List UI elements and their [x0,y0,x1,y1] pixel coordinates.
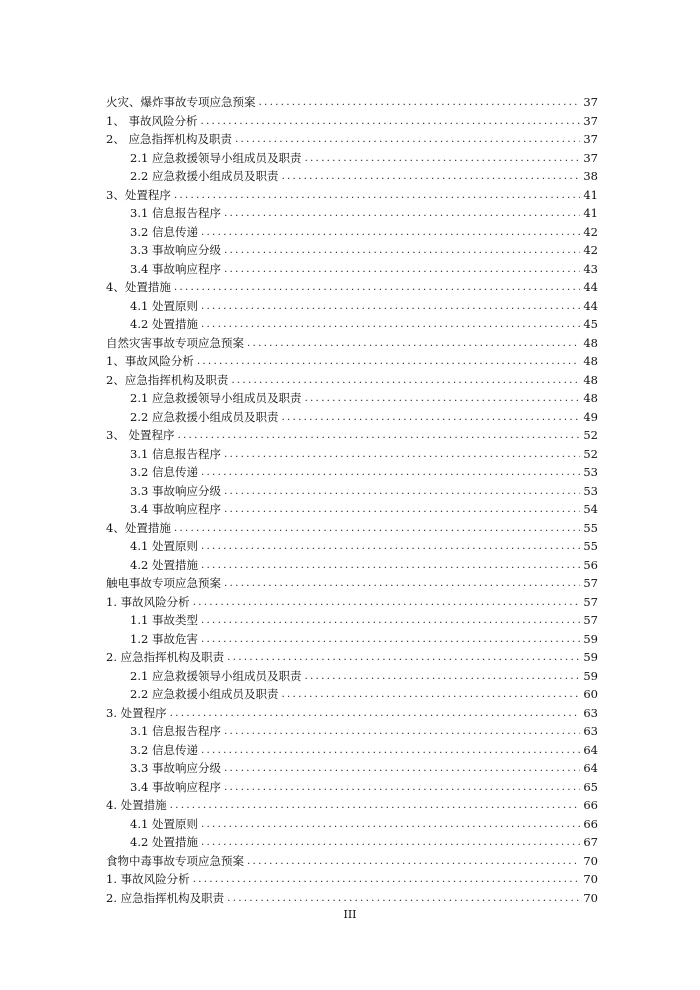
toc-entry-title: 4.1 处置原则 [130,539,198,553]
toc-entry-page: 60 [583,687,598,701]
toc-dot-leader [224,759,580,778]
toc-entry-title: 1.1 事故类型 [130,613,198,627]
toc-entry-title: 2. 应急指挥机构及职责 [106,890,225,905]
toc-entry-page: 44 [583,298,598,313]
toc-entry-title: 3.2 信息传递 [130,742,198,757]
toc-dot-leader [201,463,580,482]
toc-entry[interactable] [106,778,598,797]
toc-dot-leader [201,630,580,649]
toc-entry-page: 55 [583,520,598,535]
toc-entry-title: 4.2 处置措施 [130,835,198,849]
toc-entry-title: 3.4 事故响应程序 [130,502,221,516]
toc-entry[interactable] [106,204,598,223]
toc-entry-page: 57 [583,613,598,627]
toc-entry[interactable] [106,334,598,353]
toc-dot-leader [201,833,580,852]
toc-entry-page: 66 [583,816,598,831]
toc-entry-title: 1. 事故风险分析 [106,872,190,886]
toc-entry-title: 1. 事故风险分析 [106,594,190,609]
toc-entry-page: 53 [583,483,598,498]
toc-entry-page: 48 [583,391,598,405]
toc-entry-page: 49 [583,409,598,424]
toc-entry[interactable] [106,704,598,723]
toc-entry[interactable] [106,556,598,575]
toc-entry[interactable] [106,260,598,279]
toc-entry-page: 41 [583,206,598,220]
toc-dot-leader [247,334,580,353]
toc-dot-leader [235,130,580,149]
toc-entry-page: 53 [583,465,598,479]
toc-entry[interactable] [106,611,598,630]
toc-entry-page: 57 [583,594,598,609]
toc-entry-title: 3.4 事故响应程序 [130,779,221,794]
toc-entry-title: 2.2 应急救援小组成员及职责 [130,409,279,424]
toc-entry[interactable] [106,796,598,815]
toc-entry[interactable] [106,389,598,408]
toc-entry[interactable] [106,278,598,297]
toc-entry-title: 3.3 事故响应分级 [130,483,221,498]
toc-entry-page: 70 [583,890,598,905]
toc-entry-title: 4.1 处置原则 [130,298,198,313]
toc-entry-page: 52 [583,428,598,442]
toc-entry-page: 52 [583,446,598,461]
toc-dot-leader [304,389,580,408]
toc-entry[interactable] [106,630,598,649]
toc-entry-title: 3.3 事故响应分级 [130,761,221,775]
toc-entry-page: 37 [583,113,598,128]
toc-entry[interactable] [106,297,598,316]
toc-entry-page: 38 [583,169,598,183]
toc-entry[interactable] [106,500,598,519]
toc-dot-leader [224,778,580,797]
toc-dot-leader [170,796,581,815]
toc-dot-leader [304,667,580,686]
toc-dot-leader [224,260,580,279]
toc-entry-title: 3.2 信息传递 [130,465,198,479]
toc-dot-leader [224,722,580,741]
toc-entry-title: 3、 处置程序 [106,428,175,442]
toc-entry-page: 37 [583,150,598,165]
toc-dot-leader [177,426,580,445]
toc-entry[interactable] [106,445,598,464]
toc-dot-leader [201,741,580,760]
toc-entry-title: 3.2 信息传递 [130,224,198,239]
toc-dot-leader [174,278,581,297]
toc-entry[interactable] [106,352,598,371]
toc-dot-leader [281,408,580,427]
toc-entry-title: 自然灾害事故专项应急预案 [106,335,244,350]
toc-entry-page: 70 [583,872,598,886]
toc-entry-page: 54 [583,502,598,516]
toc-entry-page: 64 [583,761,598,775]
toc-entry[interactable] [106,833,598,852]
toc-entry-title: 1.2 事故危害 [130,631,198,646]
toc-entry[interactable] [106,593,598,612]
toc-dot-leader [201,223,580,242]
toc-entry[interactable] [106,574,598,593]
toc-dot-leader [304,149,580,168]
toc-entry-page: 63 [583,724,598,738]
toc-dot-leader [193,870,581,889]
toc-dot-leader [201,297,580,316]
toc-entry[interactable] [106,149,598,168]
toc-entry-page: 66 [583,798,598,812]
toc-entry[interactable] [106,93,598,112]
toc-entry-page: 55 [583,539,598,553]
table-of-contents [106,93,598,907]
toc-entry-page: 59 [583,631,598,646]
toc-dot-leader [224,574,580,593]
toc-entry[interactable] [106,741,598,760]
toc-entry-title: 4.2 处置措施 [130,557,198,572]
toc-entry-page: 41 [583,187,598,202]
toc-entry[interactable] [106,537,598,556]
toc-dot-leader [224,482,580,501]
toc-entry-title: 2.1 应急救援领导小组成员及职责 [130,150,302,165]
toc-entry[interactable] [106,482,598,501]
toc-entry[interactable] [106,870,598,889]
toc-entry-page: 70 [583,853,598,868]
toc-dot-leader [281,685,580,704]
toc-dot-leader [200,112,580,131]
toc-entry[interactable] [106,426,598,445]
toc-entry[interactable] [106,648,598,667]
toc-entry-title: 2.2 应急救援小组成员及职责 [130,687,279,701]
toc-entry-page: 42 [583,224,598,239]
toc-entry-title: 触电事故专项应急预案 [106,576,221,590]
toc-dot-leader [227,889,580,908]
toc-dot-leader [259,93,581,112]
toc-entry[interactable] [106,112,598,131]
toc-entry[interactable] [106,815,598,834]
toc-entry-page: 45 [583,317,598,331]
toc-entry-title: 3.4 事故响应程序 [130,261,221,276]
toc-entry[interactable] [106,722,598,741]
toc-dot-leader [224,241,580,260]
toc-entry-title: 4.1 处置原则 [130,816,198,831]
toc-entry[interactable] [106,167,598,186]
toc-entry-title: 3. 处置程序 [106,705,167,720]
toc-entry[interactable] [106,463,598,482]
toc-dot-leader [201,611,580,630]
toc-dot-leader [201,556,580,575]
toc-entry-title: 2、 应急指挥机构及职责 [106,132,232,146]
toc-entry-title: 4、处置措施 [106,280,171,294]
toc-entry-page: 48 [583,354,598,368]
toc-dot-leader [224,445,580,464]
toc-entry-title: 1、事故风险分析 [106,354,194,368]
toc-dot-leader [224,204,580,223]
toc-entry-title: 2、应急指挥机构及职责 [106,372,229,387]
toc-entry-page: 63 [583,705,598,720]
toc-entry[interactable] [106,223,598,242]
toc-entry[interactable] [106,315,598,334]
toc-dot-leader [281,167,580,186]
toc-entry-title: 4. 处置措施 [106,798,167,812]
toc-dot-leader [170,704,581,723]
page-number: III [343,908,357,921]
toc-entry-page: 37 [583,132,598,146]
toc-entry[interactable] [106,241,598,260]
toc-entry-page: 44 [583,280,598,294]
toc-entry-title: 3.1 信息报告程序 [130,446,221,461]
toc-entry[interactable] [106,667,598,686]
toc-dot-leader [231,371,580,390]
toc-entry[interactable] [106,685,598,704]
toc-entry[interactable] [106,759,598,778]
toc-entry-page: 37 [583,95,598,109]
toc-dot-leader [174,519,581,538]
toc-entry[interactable] [106,519,598,538]
toc-dot-leader [193,593,581,612]
toc-entry-page: 64 [583,742,598,757]
toc-entry-page: 42 [583,243,598,257]
toc-entry-title: 2.2 应急救援小组成员及职责 [130,169,279,183]
toc-entry-title: 火灾、爆炸事故专项应急预案 [106,95,256,109]
toc-entry-title: 3.1 信息报告程序 [130,724,221,738]
toc-entry[interactable] [106,186,598,205]
toc-entry-page: 43 [583,261,598,276]
toc-dot-leader [227,648,580,667]
toc-entry[interactable] [106,852,598,871]
toc-entry[interactable] [106,130,598,149]
toc-entry[interactable] [106,889,598,908]
toc-entry-page: 67 [583,835,598,849]
toc-entry[interactable] [106,371,598,390]
toc-entry-page: 59 [583,650,598,664]
toc-entry[interactable] [106,408,598,427]
toc-entry-page: 48 [583,372,598,387]
toc-dot-leader [197,352,581,371]
toc-entry-page: 56 [583,557,598,572]
toc-dot-leader [201,315,580,334]
toc-dot-leader [201,537,580,556]
toc-entry-page: 48 [583,335,598,350]
toc-entry-page: 59 [583,668,598,683]
toc-entry-title: 3.1 信息报告程序 [130,206,221,220]
toc-dot-leader [201,815,580,834]
toc-dot-leader [224,500,580,519]
toc-entry-title: 2.1 应急救援领导小组成员及职责 [130,391,302,405]
toc-entry-title: 3.3 事故响应分级 [130,243,221,257]
toc-dot-leader [247,852,580,871]
toc-entry-title: 3、处置程序 [106,187,171,202]
toc-entry-title: 4.2 处置措施 [130,317,198,331]
toc-entry-title: 食物中毒事故专项应急预案 [106,853,244,868]
toc-entry-title: 4、处置措施 [106,520,171,535]
toc-entry-title: 2. 应急指挥机构及职责 [106,650,225,664]
toc-entry-page: 65 [583,779,598,794]
toc-entry-title: 2.1 应急救援领导小组成员及职责 [130,668,302,683]
toc-dot-leader [174,186,581,205]
toc-entry-title: 1、 事故风险分析 [106,113,198,128]
toc-entry-page: 57 [583,576,598,590]
